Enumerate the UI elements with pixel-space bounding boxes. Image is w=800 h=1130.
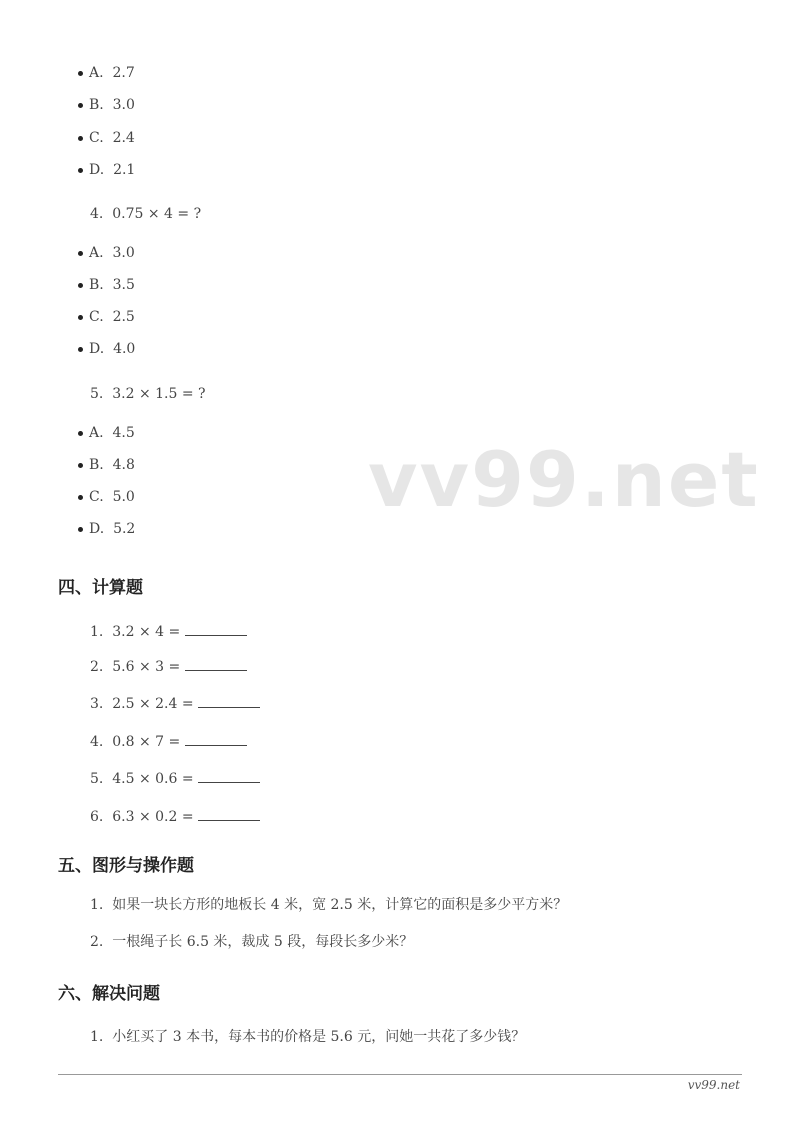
bullet-icon: [78, 463, 83, 468]
option-text: C. 2.4: [89, 130, 135, 146]
bullet-icon: [78, 251, 83, 256]
watermark: vv99.net: [368, 435, 760, 524]
option-text: D. 5.2: [89, 521, 136, 537]
calc-text: 3. 2.5 × 2.4 =: [90, 696, 199, 712]
option-text: A. 3.0: [89, 245, 135, 261]
answer-blank: [198, 693, 260, 708]
bullet-icon: [78, 527, 83, 532]
option: [78, 339, 135, 359]
option-text: B. 4.8: [89, 457, 135, 473]
answer-blank: [198, 806, 260, 821]
calc-text: 4. 0.8 × 7 =: [90, 734, 185, 750]
bullet-icon: [78, 71, 83, 76]
option-text: B. 3.5: [89, 277, 135, 293]
answer-blank: [185, 731, 247, 746]
calc-item: [90, 731, 247, 752]
option: [78, 160, 135, 180]
calc-item: [90, 621, 247, 642]
option: [78, 307, 135, 327]
calc-text: 5. 4.5 × 0.6 =: [90, 771, 199, 787]
calc-item: [90, 768, 260, 789]
question-4: 4. 0.75 × 4 = ?: [90, 206, 202, 222]
bullet-icon: [78, 431, 83, 436]
option-text: C. 5.0: [89, 489, 135, 505]
option: [78, 423, 135, 443]
calc-text: 2. 5.6 × 3 =: [90, 659, 185, 675]
section-heading: 六、解决问题: [58, 984, 160, 1004]
calc-item: [90, 656, 247, 677]
bullet-icon: [78, 347, 83, 352]
answer-blank: [198, 768, 260, 783]
question-5: 5. 3.2 × 1.5 = ?: [90, 386, 206, 402]
option: [78, 243, 135, 263]
option: [78, 128, 135, 148]
option: [78, 95, 135, 115]
bullet-icon: [78, 283, 83, 288]
bullet-icon: [78, 103, 83, 108]
footer-site: vv99.net: [687, 1078, 740, 1092]
option-text: D. 2.1: [89, 162, 136, 178]
footer-divider: [58, 1074, 742, 1075]
bullet-icon: [78, 168, 83, 173]
section-heading: 四、计算题: [58, 578, 143, 598]
answer-blank: [185, 656, 247, 671]
bullet-icon: [78, 495, 83, 500]
option: [78, 63, 135, 83]
section-heading: 五、图形与操作题: [58, 856, 194, 876]
calc-item: [90, 806, 260, 827]
bullet-icon: [78, 315, 83, 320]
option-text: D. 4.0: [89, 341, 136, 357]
option-text: C. 2.5: [89, 309, 135, 325]
option-text: A. 2.7: [89, 65, 135, 81]
option: [78, 487, 135, 507]
calc-text: 6. 6.3 × 0.2 =: [90, 809, 199, 825]
option: [78, 275, 135, 295]
option-text: A. 4.5: [89, 425, 135, 441]
answer-blank: [185, 621, 247, 636]
problem-item: 2. 一根绳子长 6.5 米，裁成 5 段，每段长多少米？: [90, 934, 414, 950]
calc-item: [90, 693, 260, 714]
option-text: B. 3.0: [89, 97, 135, 113]
option: [78, 519, 135, 539]
problem-item: 1. 如果一块长方形的地板长 4 米，宽 2.5 米，计算它的面积是多少平方米？: [90, 897, 568, 913]
option: [78, 455, 135, 475]
bullet-icon: [78, 136, 83, 141]
calc-text: 1. 3.2 × 4 =: [90, 624, 185, 640]
problem-item: 1. 小红买了 3 本书，每本书的价格是 5.6 元，问她一共花了多少钱？: [90, 1029, 526, 1045]
